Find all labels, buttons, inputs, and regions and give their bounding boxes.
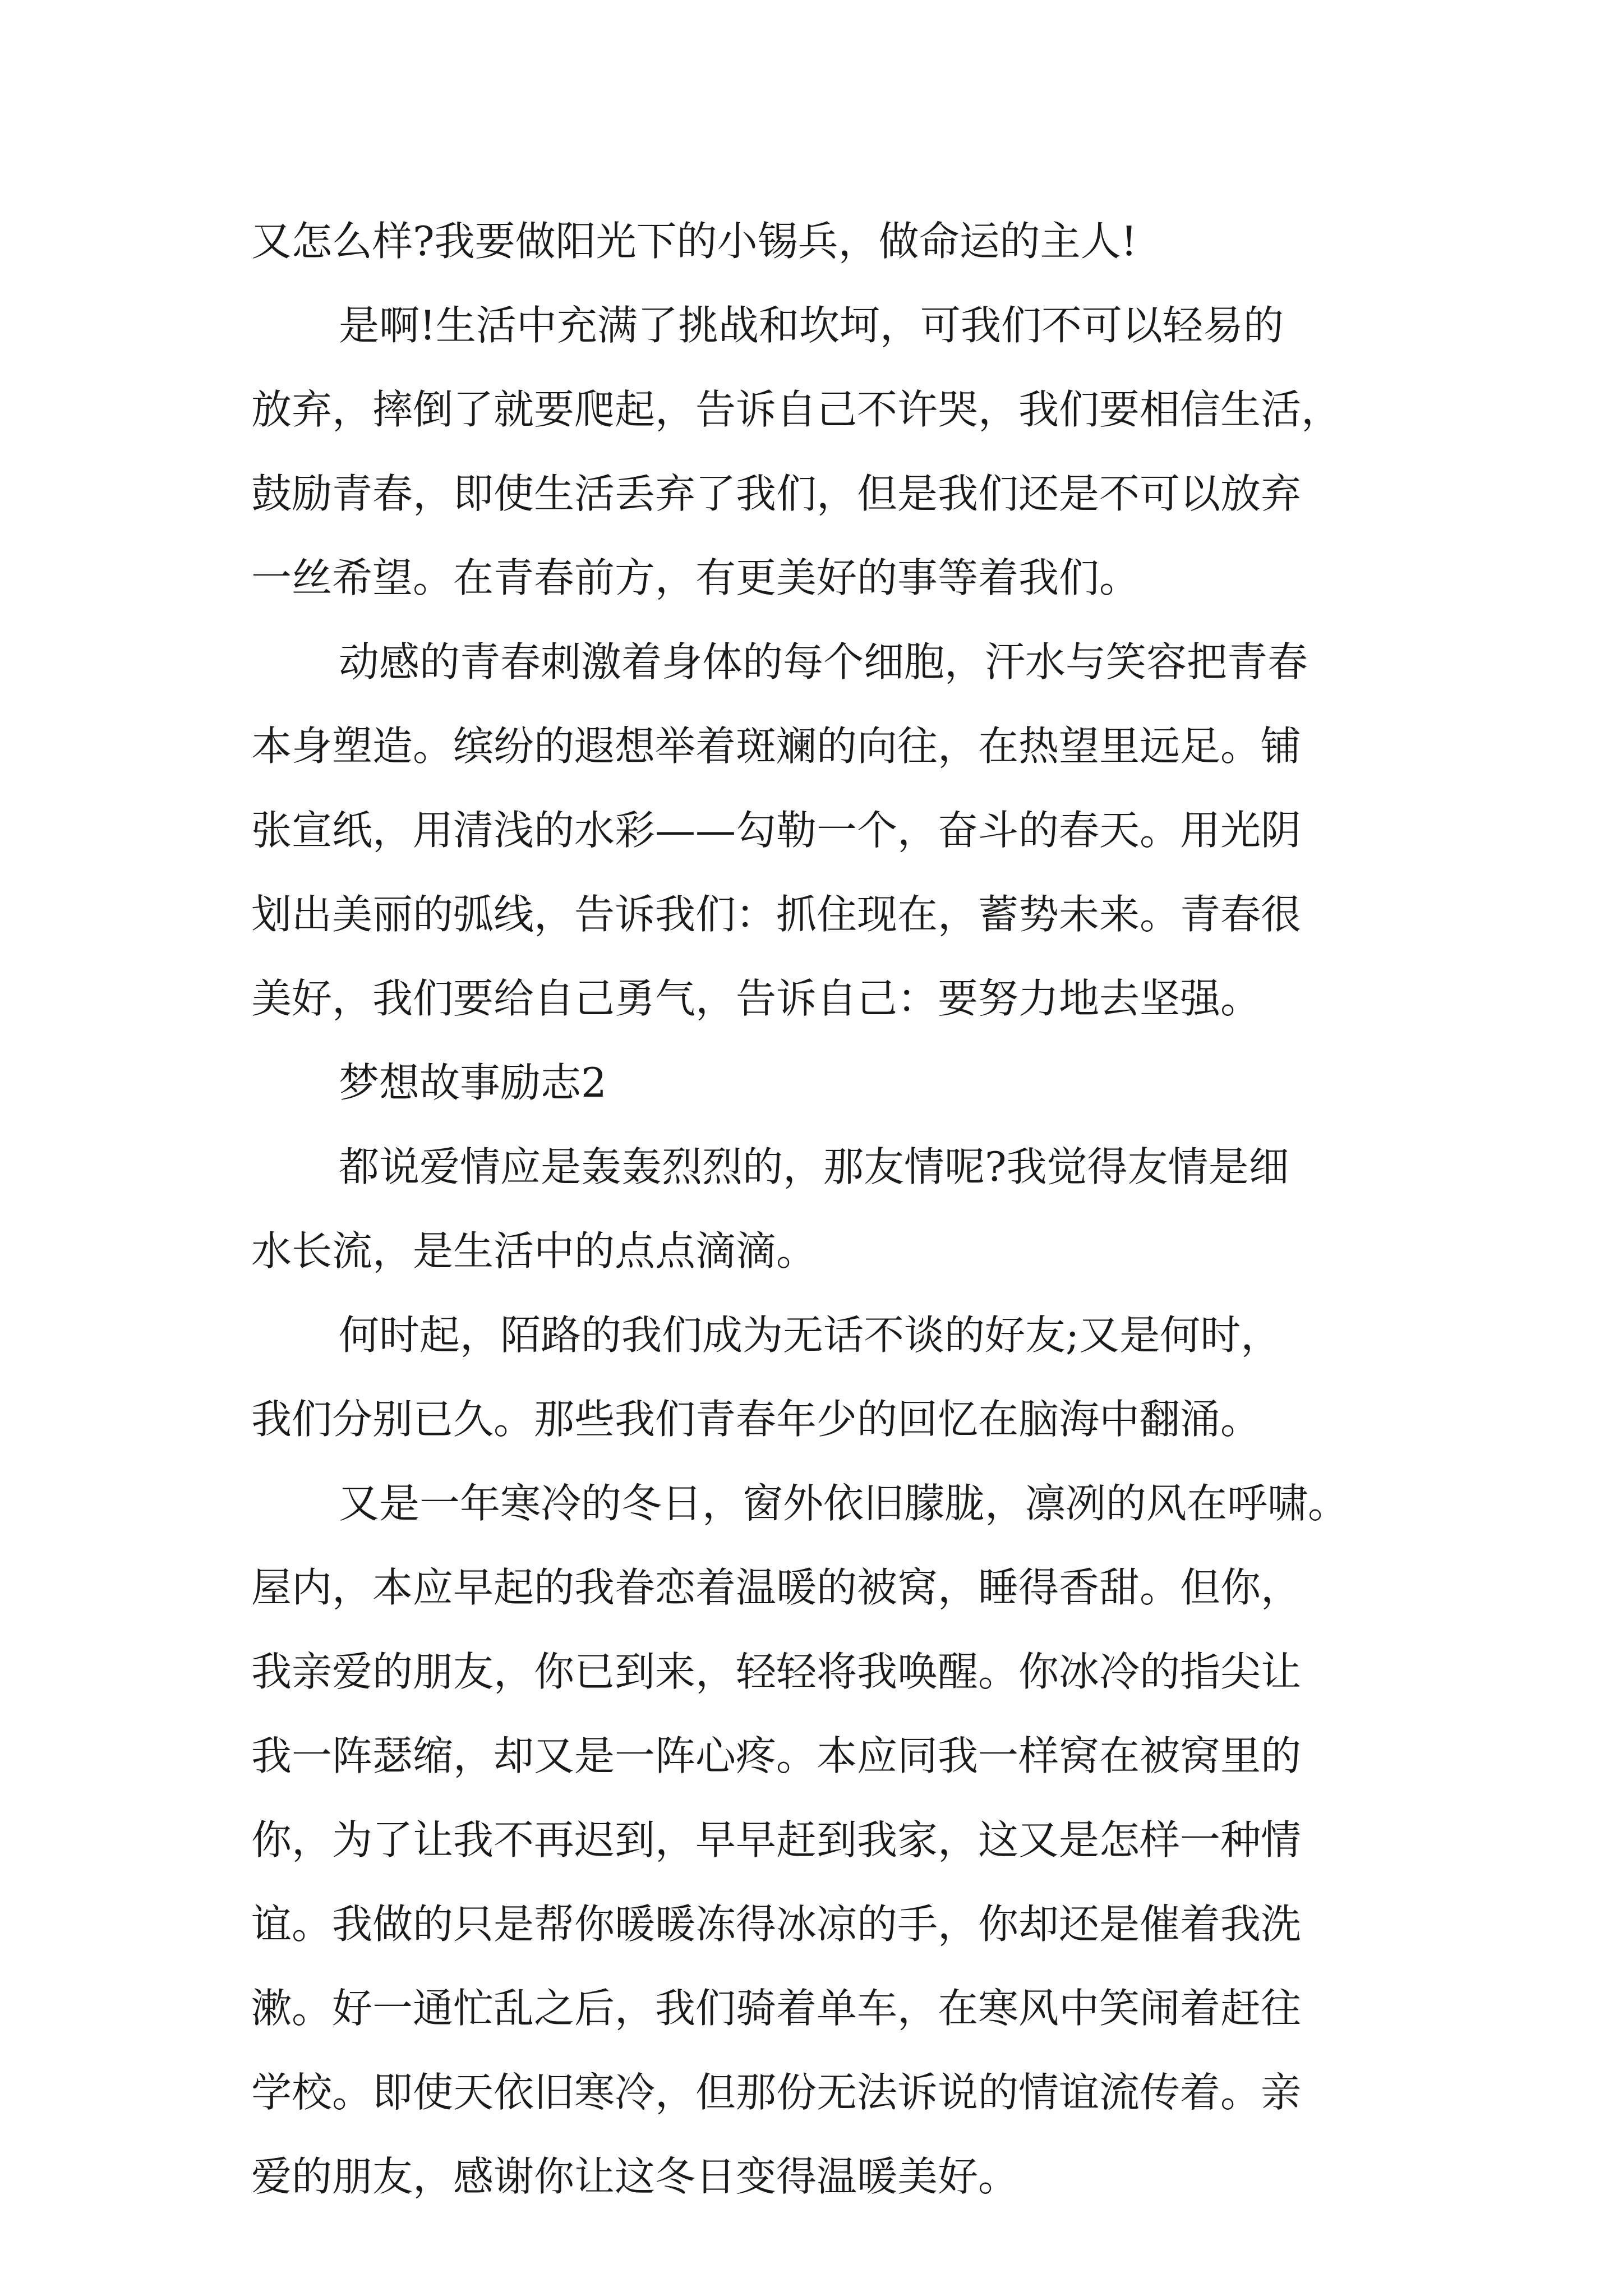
text-line: 我一阵瑟缩，却又是一阵心疼。本应同我一样窝在被窝里的 <box>251 1732 1302 1779</box>
text-line: 你，为了让我不再迟到，早早赶到我家，这又是怎样一种情 <box>251 1816 1302 1864</box>
text-line: 张宣纸，用清浅的水彩——勾勒一个，奋斗的春天。用光阴 <box>251 807 1302 854</box>
text-line: 屋内，本应早起的我眷恋着温暖的被窝，睡得香甜。但你， <box>251 1564 1302 1611</box>
text-line: 本身塑造。缤纷的遐想举着斑斓的向往，在热望里远足。铺 <box>251 723 1302 770</box>
text-line: 我们分别已久。那些我们青春年少的回忆在脑海中翻涌。 <box>251 1396 1261 1443</box>
text-line: 鼓励青春，即使生活丢弃了我们，但是我们还是不可以放弃 <box>251 470 1302 517</box>
text-line: 美好，我们要给自己勇气，告诉自己：要努力地去坚强。 <box>251 975 1261 1022</box>
paragraph-first-line: 何时起，陌路的我们成为无话不谈的好友;又是何时， <box>339 1312 1281 1359</box>
text-line: 漱。好一通忙乱之后，我们骑着单车，在寒风中笑闹着赶往 <box>251 1985 1302 2032</box>
text-line: 水长流，是生活中的点点滴滴。 <box>251 1227 817 1274</box>
text-line: 放弃，摔倒了就要爬起，告诉自己不许哭，我们要相信生活， <box>251 386 1342 433</box>
text-line: 划出美丽的弧线，告诉我们：抓住现在，蓄势未来。青春很 <box>251 891 1302 938</box>
text-line: 谊。我做的只是帮你暖暖冻得冰凉的手，你却还是催着我洗 <box>251 1901 1302 1948</box>
paragraph-first-line: 又是一年寒冷的冬日，窗外依旧朦胧，凛冽的风在呼啸。 <box>339 1480 1349 1527</box>
paragraph-first-line: 是啊!生活中充满了挑战和坎坷，可我们不可以轻易的 <box>339 302 1284 349</box>
text-line: 我亲爱的朋友，你已到来，轻轻将我唤醒。你冰冷的指尖让 <box>251 1648 1302 1695</box>
text-line: 又怎么样?我要做阳光下的小锡兵，做命运的主人! <box>251 218 1137 265</box>
text-line: 学校。即使天依旧寒冷，但那份无法诉说的情谊流传着。亲 <box>251 2069 1302 2116</box>
paragraph-first-line: 都说爱情应是轰轰烈烈的，那友情呢?我觉得友情是细 <box>339 1143 1289 1190</box>
text-line: 一丝希望。在青春前方，有更美好的事等着我们。 <box>251 554 1140 601</box>
text-line: 爱的朋友，感谢你让这冬日变得温暖美好。 <box>251 2153 1019 2200</box>
section-heading: 梦想故事励志2 <box>339 1059 607 1106</box>
paragraph-first-line: 动感的青春刺激着身体的每个细胞，汗水与笑容把青春 <box>339 638 1308 685</box>
